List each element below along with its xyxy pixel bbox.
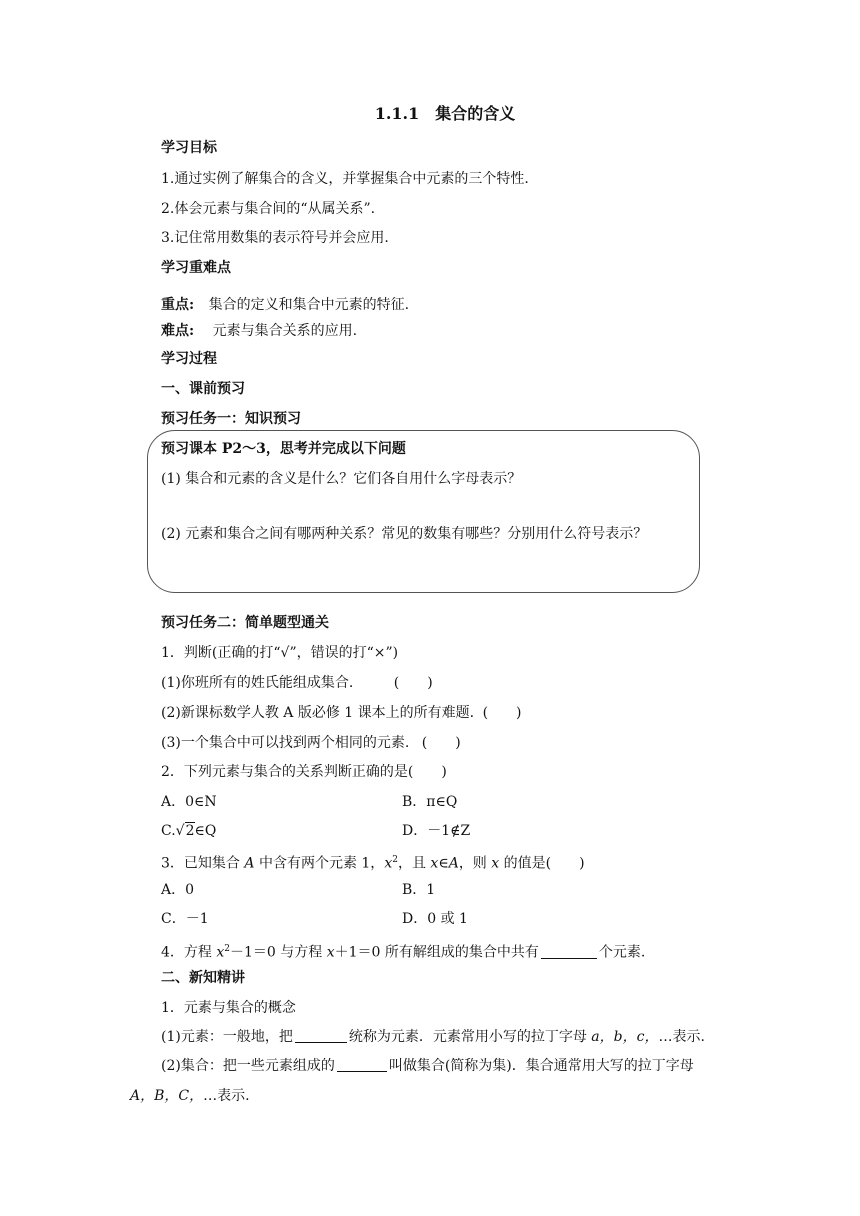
problem2-stem: 2．下列元素与集合的关系判断正确的是( ) (161, 764, 447, 780)
key-label: 重点: (161, 297, 195, 313)
problem3-option-b: B．1 (402, 882, 436, 898)
problem1-item-3 (161, 734, 461, 752)
superscript: 2 (392, 855, 398, 865)
math-var: x (384, 855, 393, 872)
math-var: A (244, 855, 255, 872)
definition-text: (1)元素：一般地，把 (161, 1029, 293, 1045)
stem-text: 的值是( ) (503, 855, 585, 872)
task1-heading: 预习任务一：知识预习 (161, 411, 301, 427)
definition-text: 叫做集合(简称为集)．集合通常用大写的拉丁字母 (388, 1058, 694, 1074)
problem1-item-2 (161, 704, 522, 722)
stem-text: 4．方程 (161, 944, 212, 961)
stem-text: 中含有两个元素 1， (258, 855, 385, 872)
goal-item-3: 3.记住常用数集的表示符号并会应用. (161, 230, 389, 246)
math-vars: A，B，C， (130, 1088, 204, 1104)
stem-text: －1＝0 与方程 (230, 944, 323, 961)
math-var: A (448, 855, 459, 872)
stem-text: ，且 (397, 855, 426, 872)
element-definition (161, 1028, 705, 1046)
answer-blank[interactable] (337, 1057, 387, 1072)
problem3-option-d: D．0 或 1 (402, 911, 468, 927)
problem3-option-a: A．0 (161, 882, 195, 898)
subsection-heading: 1．元素与集合的概念 (161, 1000, 296, 1016)
answer-paren: ( ) (482, 705, 522, 721)
sqrt-radicand: 2 (185, 823, 195, 839)
stem-text: 3．已知集合 (161, 855, 240, 872)
math-var: x (491, 855, 500, 872)
problem1-item-1 (161, 674, 433, 692)
box-title: 预习课本 P2～3，思考并完成以下问题 (161, 441, 406, 457)
problem2-option-a: A．0∈N (161, 794, 217, 810)
box-question-1: (1) 集合和元素的含义是什么？它们各自用什么字母表示？ (161, 471, 522, 487)
problem1-item-1-text: (1)你班所有的姓氏能组成集合. (161, 675, 354, 691)
stem-text: ，则 (458, 855, 487, 872)
box-question-2: (2) 元素和集合之间有哪两种关系？常见的数集有哪些？分别用什么符号表示？ (161, 526, 648, 542)
problem4-stem (161, 940, 645, 962)
answer-paren: ( ) (393, 675, 433, 691)
difficulty-line (161, 322, 357, 340)
stem-text: ＋1＝0 所有解组成的集合中共有 (334, 944, 539, 961)
math-var: x (216, 944, 225, 961)
option-c-rest: ∈Q (194, 823, 217, 839)
math-var: x (326, 944, 335, 961)
difficulty-text: 元素与集合关系的应用. (212, 323, 358, 339)
answer-paren: ( ) (421, 735, 461, 751)
definition-text: …表示. (203, 1088, 250, 1104)
problem2-option-c (161, 822, 216, 840)
answer-blank[interactable] (295, 1028, 347, 1043)
answer-blank[interactable] (541, 944, 597, 959)
section2-heading: 二、新知精讲 (161, 970, 245, 986)
problem2-option-d: D．－1∉Z (402, 823, 471, 839)
definition-text: 统称为元素．元素常用小写的拉丁字母 (348, 1029, 587, 1045)
set-definition (161, 1057, 694, 1075)
superscript: 2 (224, 944, 231, 954)
option-c-label: C. (161, 823, 176, 839)
math-symbol: ∈ (438, 855, 449, 872)
key-text: 集合的定义和集合中元素的特征. (208, 297, 410, 313)
difficulty-label: 难点: (161, 323, 195, 339)
task2-heading: 预习任务二：简单题型通关 (161, 615, 329, 631)
key-point-line (161, 296, 409, 314)
definition-text: (2)集合：把一些元素组成的 (161, 1058, 335, 1074)
problem2-option-b: B．π∈Q (402, 794, 458, 810)
set-definition-continued (130, 1087, 250, 1105)
process-heading: 学习过程 (161, 351, 217, 367)
goals-heading: 学习目标 (161, 140, 217, 156)
sqrt-expression: √2 (175, 823, 195, 839)
stem-text: 个元素. (598, 944, 646, 961)
goal-item-1: 1.通过实例了解集合的含义，并掌握集合中元素的三个特性. (161, 171, 529, 187)
problem1-item-3-text: (3)一个集合中可以找到两个相同的元素. (161, 735, 410, 751)
goal-item-2: 2.体会元素与集合间的“从属关系”. (161, 201, 376, 217)
problem1-item-2-text: (2)新课标数学人教 A 版必修 1 课本上的所有难题. (161, 705, 475, 721)
keypoints-heading: 学习重难点 (161, 260, 231, 276)
math-var: x (430, 855, 439, 872)
problem1-stem: 1．判断(正确的打“√”，错误的打“×”) (161, 645, 399, 661)
problem3-option-c: C．－1 (161, 911, 209, 927)
page-title: 1.1.1 集合的含义 (374, 104, 516, 123)
problem3-stem (161, 851, 585, 873)
section1-heading: 一、课前预习 (161, 381, 245, 397)
definition-text: …表示. (658, 1029, 705, 1045)
math-vars: a，b，c， (591, 1029, 659, 1045)
